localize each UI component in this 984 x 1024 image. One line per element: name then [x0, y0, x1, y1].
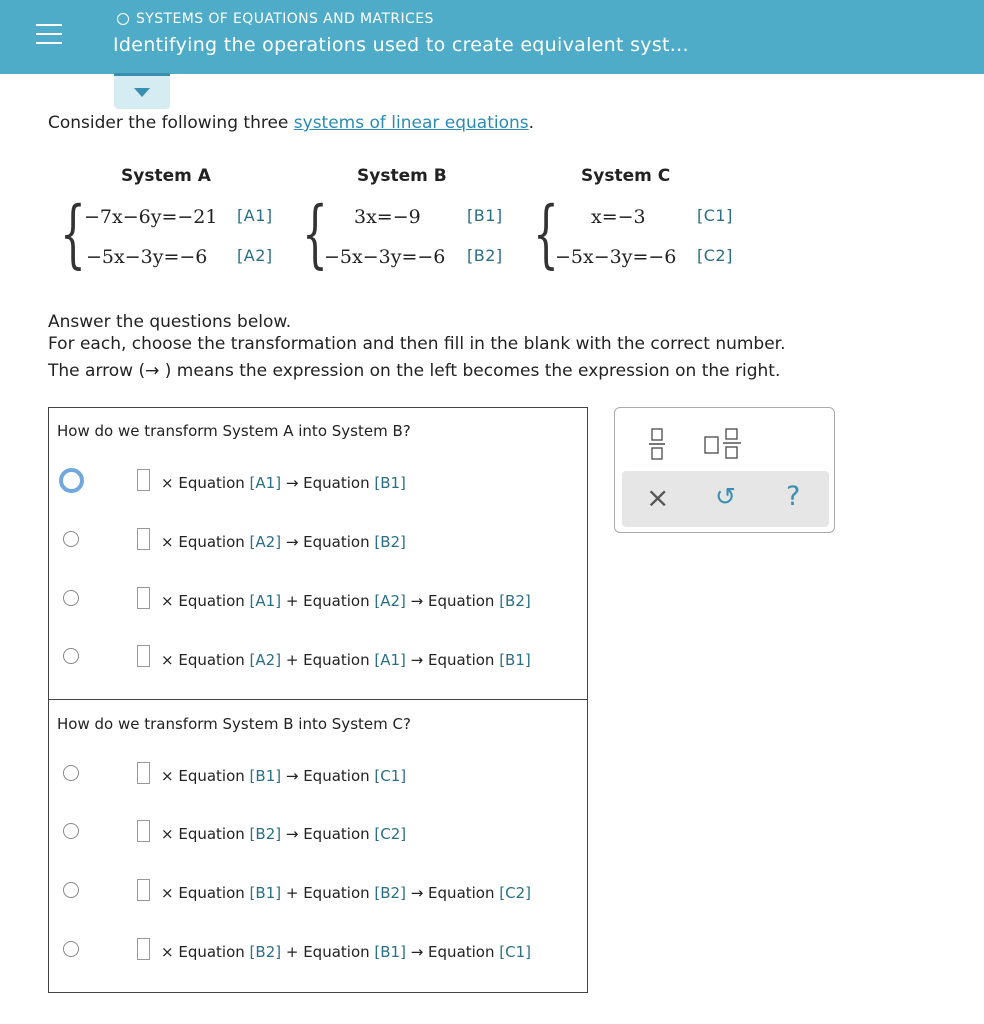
hamburger-menu-icon[interactable] — [36, 24, 62, 46]
q1-option-1-radio[interactable] — [59, 468, 84, 493]
system-c-title: System C — [581, 166, 671, 186]
q1-option-1-blank-input[interactable] — [137, 469, 150, 491]
q1-option-3-radio[interactable] — [63, 590, 79, 606]
page-title: Identifying the operations used to create equivalent syst... — [113, 34, 689, 56]
system-a-brace: { — [60, 191, 86, 277]
q2-option-3[interactable] — [49, 874, 587, 910]
q1-option-1[interactable] — [49, 464, 587, 500]
intro-text — [48, 113, 534, 133]
q2-option-1[interactable] — [49, 756, 587, 792]
label-c1: [C1] — [697, 206, 733, 225]
label-a2: [A2] — [237, 246, 273, 265]
q2-option-4-blank-input[interactable] — [137, 938, 150, 960]
collapse-toggle-button[interactable] — [114, 73, 170, 109]
label-b1: [B1] — [467, 206, 503, 225]
equation-b2: −5x−3y=−6 — [324, 246, 446, 268]
q2-option-2[interactable] — [49, 815, 587, 851]
topic-label — [117, 11, 434, 27]
q2-option-1-expression: × Equation [B1] → Equation [C1] — [161, 767, 407, 785]
math-toolbox — [614, 407, 835, 533]
equation-c2: −5x−3y=−6 — [555, 246, 677, 268]
systems-link[interactable]: systems of linear equations — [293, 113, 529, 133]
equation-a2: −5x−3y=−6 — [86, 246, 208, 268]
question-1-title: How do we transform System A into System B? — [57, 422, 411, 440]
instruction-line-2: For each, choose the transformation and then fill in the blank with the correct number. — [48, 334, 786, 354]
q1-option-2-radio[interactable] — [63, 531, 79, 547]
label-a1: [A1] — [237, 206, 273, 225]
toolbox-actions-bar — [622, 471, 829, 527]
mixed-number-tool-icon[interactable] — [703, 427, 743, 461]
equation-c1: x=−3 — [591, 206, 646, 228]
q2-option-2-expression: × Equation [B2] → Equation [C2] — [161, 825, 407, 843]
system-a-title: System A — [121, 166, 211, 186]
help-icon[interactable]: ? — [786, 481, 801, 512]
question-1-panel — [48, 407, 588, 700]
top-header — [0, 0, 984, 74]
intro-prefix: Consider the following three — [48, 113, 294, 133]
instruction-line-1: Answer the questions below. — [48, 312, 292, 332]
q2-option-4[interactable] — [49, 933, 587, 969]
q2-option-3-blank-input[interactable] — [137, 879, 150, 901]
system-b-title: System B — [357, 166, 447, 186]
q2-option-1-radio[interactable] — [63, 765, 79, 781]
q2-option-2-radio[interactable] — [63, 823, 79, 839]
q2-option-4-radio[interactable] — [63, 941, 79, 957]
intro-suffix: . — [528, 113, 535, 133]
q1-option-4-radio[interactable] — [63, 648, 79, 664]
q2-option-3-radio[interactable] — [63, 882, 79, 898]
fraction-tool-icon[interactable] — [649, 427, 665, 461]
q1-option-2-expression: × Equation [A2] → Equation [B2] — [161, 533, 406, 551]
system-b-brace: { — [302, 191, 328, 277]
q1-option-4-expression: × Equation [A2] + Equation [A1] → Equation [B1] — [161, 651, 531, 669]
q1-option-2-blank-input[interactable] — [137, 528, 150, 550]
q2-option-3-expression: × Equation [B1] + Equation [B2] → Equation [C2] — [161, 884, 531, 902]
clear-icon[interactable]: × — [646, 481, 670, 514]
chevron-down-icon — [134, 88, 150, 97]
q1-option-4-blank-input[interactable] — [137, 645, 150, 667]
system-c-brace: { — [533, 191, 559, 277]
q1-option-3[interactable] — [49, 581, 587, 617]
q2-option-2-blank-input[interactable] — [137, 820, 150, 842]
question-2-title: How do we transform System B into System C? — [57, 715, 411, 733]
topic-circle-icon — [117, 13, 129, 25]
undo-icon[interactable]: ↺ — [715, 482, 736, 511]
label-c2: [C2] — [697, 246, 733, 265]
q2-option-1-blank-input[interactable] — [137, 762, 150, 784]
question-2-panel — [48, 699, 588, 993]
q1-option-2[interactable] — [49, 522, 587, 558]
equation-b1: 3x=−9 — [354, 206, 421, 228]
q1-option-1-expression: × Equation [A1] → Equation [B1] — [161, 474, 406, 492]
q1-option-3-expression: × Equation [A1] + Equation [A2] → Equation [B2] — [161, 592, 531, 610]
q1-option-3-blank-input[interactable] — [137, 587, 150, 609]
equation-a1: −7x−6y=−21 — [84, 206, 218, 228]
topic-text: SYSTEMS OF EQUATIONS AND MATRICES — [136, 11, 434, 27]
q1-option-4[interactable] — [49, 640, 587, 676]
q2-option-4-expression: × Equation [B2] + Equation [B1] → Equation [C1] — [161, 943, 531, 961]
instruction-line-3: The arrow (→ ) means the expression on the left becomes the expression on the right. — [48, 361, 781, 381]
label-b2: [B2] — [467, 246, 503, 265]
